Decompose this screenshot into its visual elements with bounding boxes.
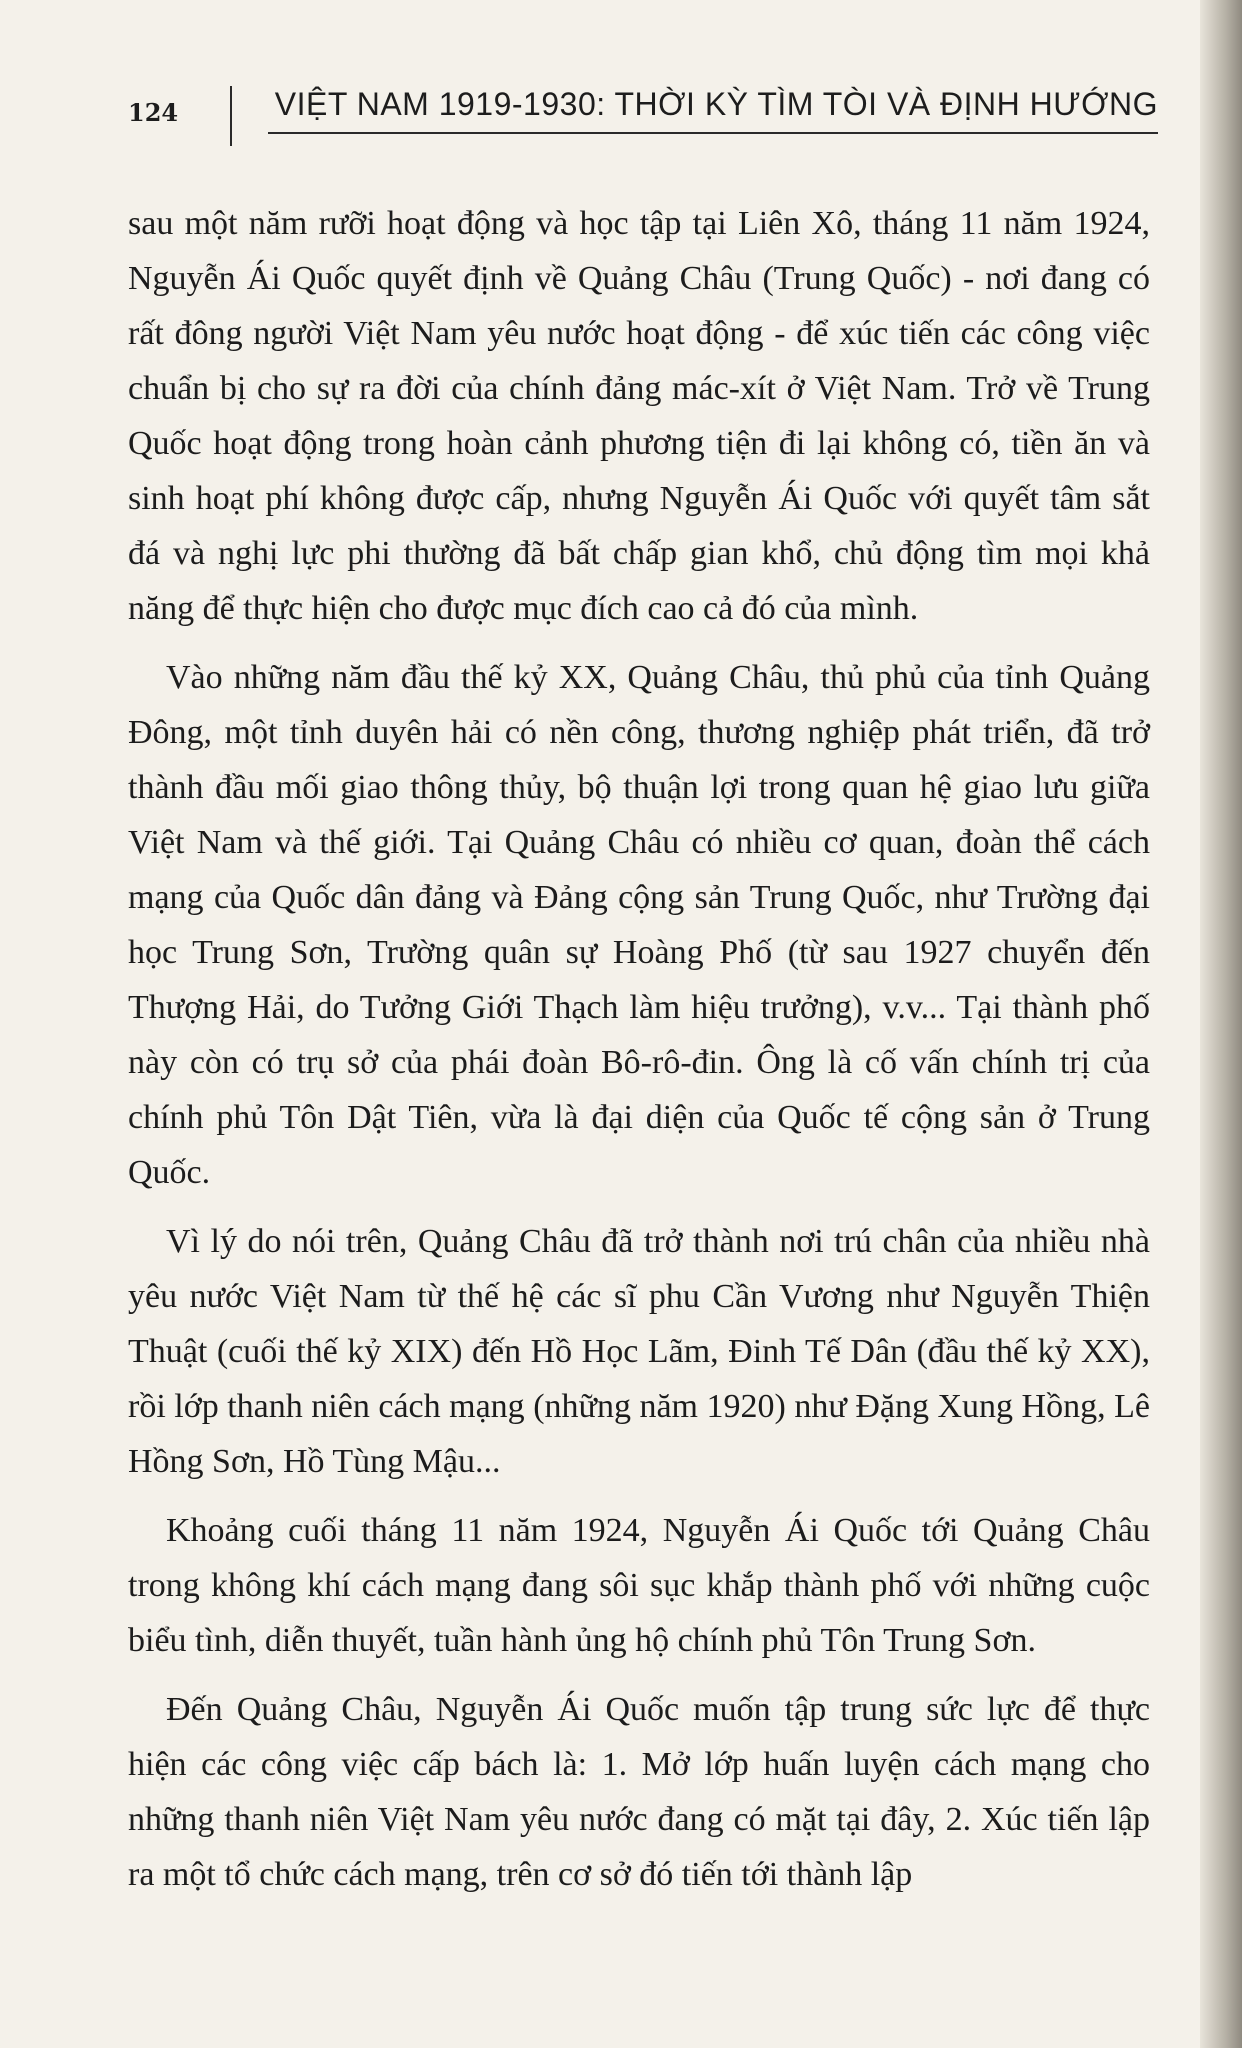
paragraph-2: Vào những năm đầu thế kỷ XX, Quảng Châu, thủ phủ của tỉnh Quảng Đông, một tỉnh duyên hải có nền công, thương nghiệp phát triển, đã trở thành đầu mối giao thông thủy, bộ thuận lợi trong quan hệ giao lưu giữa Việt Nam và thế giới. Tại Quảng Châu có nhiều cơ quan, đoàn thể cách mạng của Quốc dân đảng và Đảng cộng sản Trung Quốc, như Trường đại học Trung Sơn, Trường quân sự Hoàng Phố (từ sau 1927 chuyển đến Thượng Hải, do Tưởng Giới Thạch làm hiệu trưởng), v.v... Tại thành phố này còn có trụ sở của phái đoàn Bô-rô-đin. Ông là cố vấn chính trị của chính phủ Tôn Dật Tiên, vừa là đại diện của Quốc tế cộng sản ở Trung Quốc.: [128, 659, 1150, 1191]
running-title: VIỆT NAM 1919-1930: THỜI KỲ TÌM TÒI VÀ ĐỊNH HƯỚNG: [274, 86, 1158, 122]
page-edge-shadow: [1200, 0, 1242, 2048]
paragraph-3: Vì lý do nói trên, Quảng Châu đã trở thành nơi trú chân của nhiều nhà yêu nước Việt Nam từ thế hệ các sĩ phu Cần Vương như Nguyễn Thiện Thuật (cuối thế kỷ XIX) đến Hồ Học Lãm, Đinh Tế Dân (đầu thế kỷ XX), rồi lớp thanh niên cách mạng (những năm 1920) như Đặng Xung Hồng, Lê Hồng Sơn, Hồ Tùng Mậu...: [128, 1223, 1150, 1480]
page-header: [128, 80, 1158, 150]
header-rule: [268, 132, 1158, 134]
paragraph-1: sau một năm rưỡi hoạt động và học tập tại Liên Xô, tháng 11 năm 1924, Nguyễn Ái Quốc quyết định về Quảng Châu (Trung Quốc) - nơi đang có rất đông người Việt Nam yêu nước hoạt động - để xúc tiến các công việc chuẩn bị cho sự ra đời của chính đảng mác-xít ở Việt Nam. Trở về Trung Quốc hoạt động trong hoàn cảnh phương tiện đi lại không có, tiền ăn và sinh hoạt phí không được cấp, nhưng Nguyễn Ái Quốc với quyết tâm sắt đá và nghị lực phi thường đã bất chấp gian khổ, chủ động tìm mọi khả năng để thực hiện cho được mục đích cao cả đó của mình.: [128, 205, 1150, 627]
paragraph-5: Đến Quảng Châu, Nguyễn Ái Quốc muốn tập trung sức lực để thực hiện các công việc cấp bách là: 1. Mở lớp huấn luyện cách mạng cho những thanh niên Việt Nam yêu nước đang có mặt tại đây, 2. Xúc tiến lập ra một tổ chức cách mạng, trên cơ sở đó tiến tới thành lập: [128, 1691, 1150, 1893]
paragraph-4: Khoảng cuối tháng 11 năm 1924, Nguyễn Ái Quốc tới Quảng Châu trong không khí cách mạng đang sôi sục khắp thành phố với những cuộc biểu tình, diễn thuyết, tuần hành ủng hộ chính phủ Tôn Trung Sơn.: [128, 1512, 1150, 1659]
page-number: 124: [128, 98, 179, 127]
header-divider: [230, 86, 232, 146]
body-text: [128, 196, 1150, 1902]
